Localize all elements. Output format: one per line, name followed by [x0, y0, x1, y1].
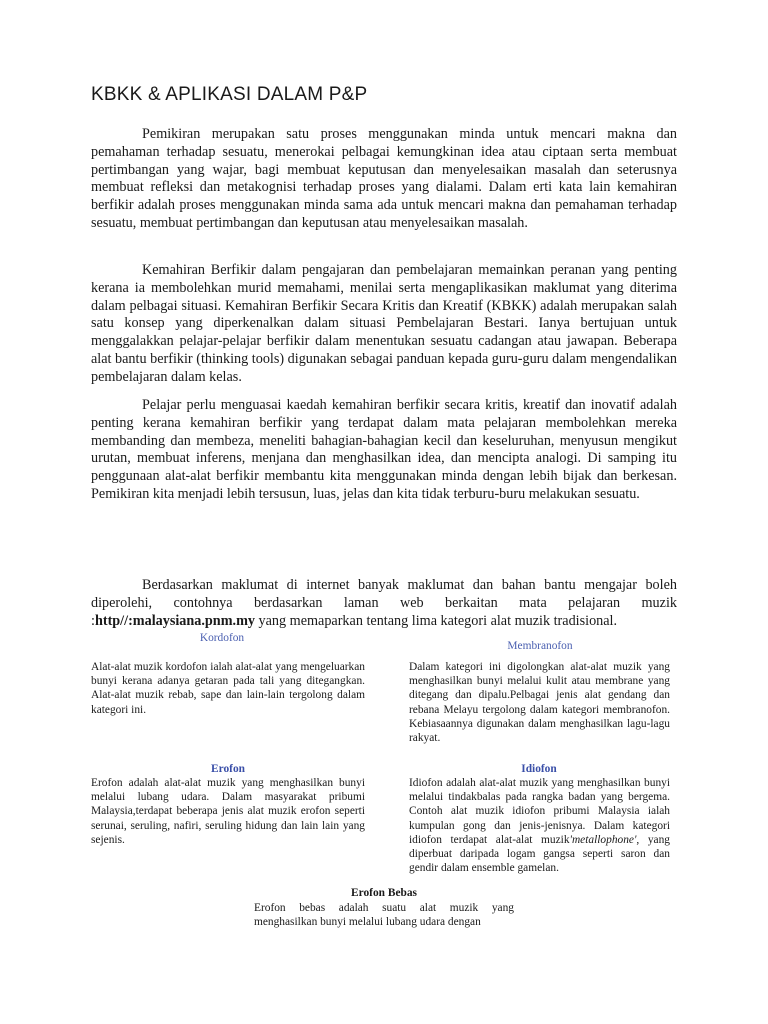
paragraph-intro — [91, 577, 677, 630]
kordofon-text: Alat-alat muzik kordofon ialah alat-alat yang mengeluarkan bunyi kerana adanya getaran pada tali yang ditegangkan. Alat-alat muzik rebab, sape dan lain-lain tergolong dalam kategori ini. — [91, 661, 365, 716]
idiofon-title: Idiofon — [521, 763, 557, 775]
membranofon-section — [409, 660, 670, 745]
paragraph-1: Pemikiran merupakan satu proses menggunakan minda untuk mencari makna dan pemahaman terhadap sesuatu, menerokai pelbagai kemungkinan idea atau ciptaan serta membuat pertimbangan yang wajar, bagi membuat keputusan dan menyelesaikan masalah dan seterusnya membuat refleksi dan metakognisi terhadap proses yang dialami. Dalam erti kata lain kemahiran berfikir adalah proses menggunakan minda sama ada untuk mencari makna dan pemahaman terhadap sesuatu, membuat pertimbangan dan keputusan atau menyelesaikan masalah. — [91, 126, 677, 231]
membranofon-title: Membranofon — [507, 640, 573, 652]
kordofon-section — [91, 660, 365, 717]
page-title: KBKK & APLIKASI DALAM P&P — [91, 84, 368, 105]
intro-text-after: yang memaparkan tentang lima kategori alat muzik tradisional. — [254, 612, 618, 629]
website-link[interactable]: http//:malaysiana.pnm.my — [94, 612, 255, 629]
membranofon-text: Dalam kategori ini digolongkan alat-alat muzik yang menghasilkan bunyi melalui kulit atau membrane yang ditegang dan dipalu.Pelbagai jenis alat gendang dan rebana Melayu tergolong dalam kategori membranofon. Kebiasaannya digunakan dalam menghasilkan lagu-lagu rakyat. — [409, 661, 670, 745]
erofon-title: Erofon — [211, 763, 245, 775]
idiofon-text-italic: 'metallophone' — [569, 833, 637, 846]
erofon-bebas-section — [254, 901, 514, 929]
erofon-bebas-title: Erofon Bebas — [351, 887, 417, 899]
paragraph-2: Kemahiran Berfikir dalam pengajaran dan pembelajaran memainkan peranan yang penting kerana ia membolehkan murid memahami, menilai serta mengaplikasikan maklumat yang diterima dalam pelbagai situasi. Kemahiran Berfikir Secara Kritis dan Kreatif (KBKK) adalah merupakan salah satu konsep yang diperkenalkan dalam situasi Pembelajaran Bestari. Ianya bertujuan untuk menggalakkan pelajar-pelajar berfikir dalam menentukan sesuatu cadangan atau jawapan. Beberapa alat bantu berfikir (thinking tools) digunakan sebagai panduan kepada guru-guru dalam mengendalikan pembelajaran dalam kelas. — [91, 262, 677, 385]
kordofon-title: Kordofon — [199, 632, 245, 644]
paragraph-3: Pelajar perlu menguasai kaedah kemahiran berfikir secara kritis, kreatif dan inovatif adalah penting kerana kemahiran berfikir yang terdapat dalam mata pelajaran membolehkan mereka membanding dan membeza, meneliti bahagian-bahagian kecil dan keseluruhan, menyusun mengikut urutan, membuat inferens, menjana dan menghasilkan idea, dan mencipta analogi. Di samping itu penggunaan alat-alat berfikir membantu kita menggunakan minda dengan lebih bijak dan berkesan. Pemikiran kita menjadi lebih tersusun, luas, jelas dan kita tidak terburu-buru melakukan sesuatu. — [91, 397, 677, 502]
erofon-section — [91, 776, 365, 847]
idiofon-section — [409, 776, 670, 875]
idiofon-text — [409, 776, 670, 875]
intro-text-before: Berdasarkan maklumat di internet banyak maklumat dan bahan bantu mengajar boleh diperolehi, contohnya berdasarkan laman web berkaitan mata pelajaran muzik : — [91, 577, 677, 629]
idiofon-text-before: Idiofon adalah alat-alat muzik yang menghasilkan bunyi melalui tindakbalas pada rangka badan yang bergema. Contoh alat muzik idiofon pribumi Malaysia ialah kumpulan gong dan jenis-jenisnya. Dalam kategori idiofon terdapat alat-alat muzik — [409, 777, 670, 846]
erofon-bebas-text: Erofon bebas adalah suatu alat muzik yang menghasilkan bunyi melalui lubang udara dengan — [254, 902, 514, 929]
erofon-text: Erofon adalah alat-alat muzik yang menghasilkan bunyi melalui lubang udara. Dalam masyarakat pribumi Malaysia,terdapat beberapa jenis alat muzik erofon seperti serunai, seruling, nafiri, seruling hidung dan lain lain yang sejenis. — [91, 777, 365, 846]
idiofon-text-after: , yang diperbuat daripada logam gangsa seperti saron dan gendir dalam ensemble gamelan. — [409, 833, 670, 875]
